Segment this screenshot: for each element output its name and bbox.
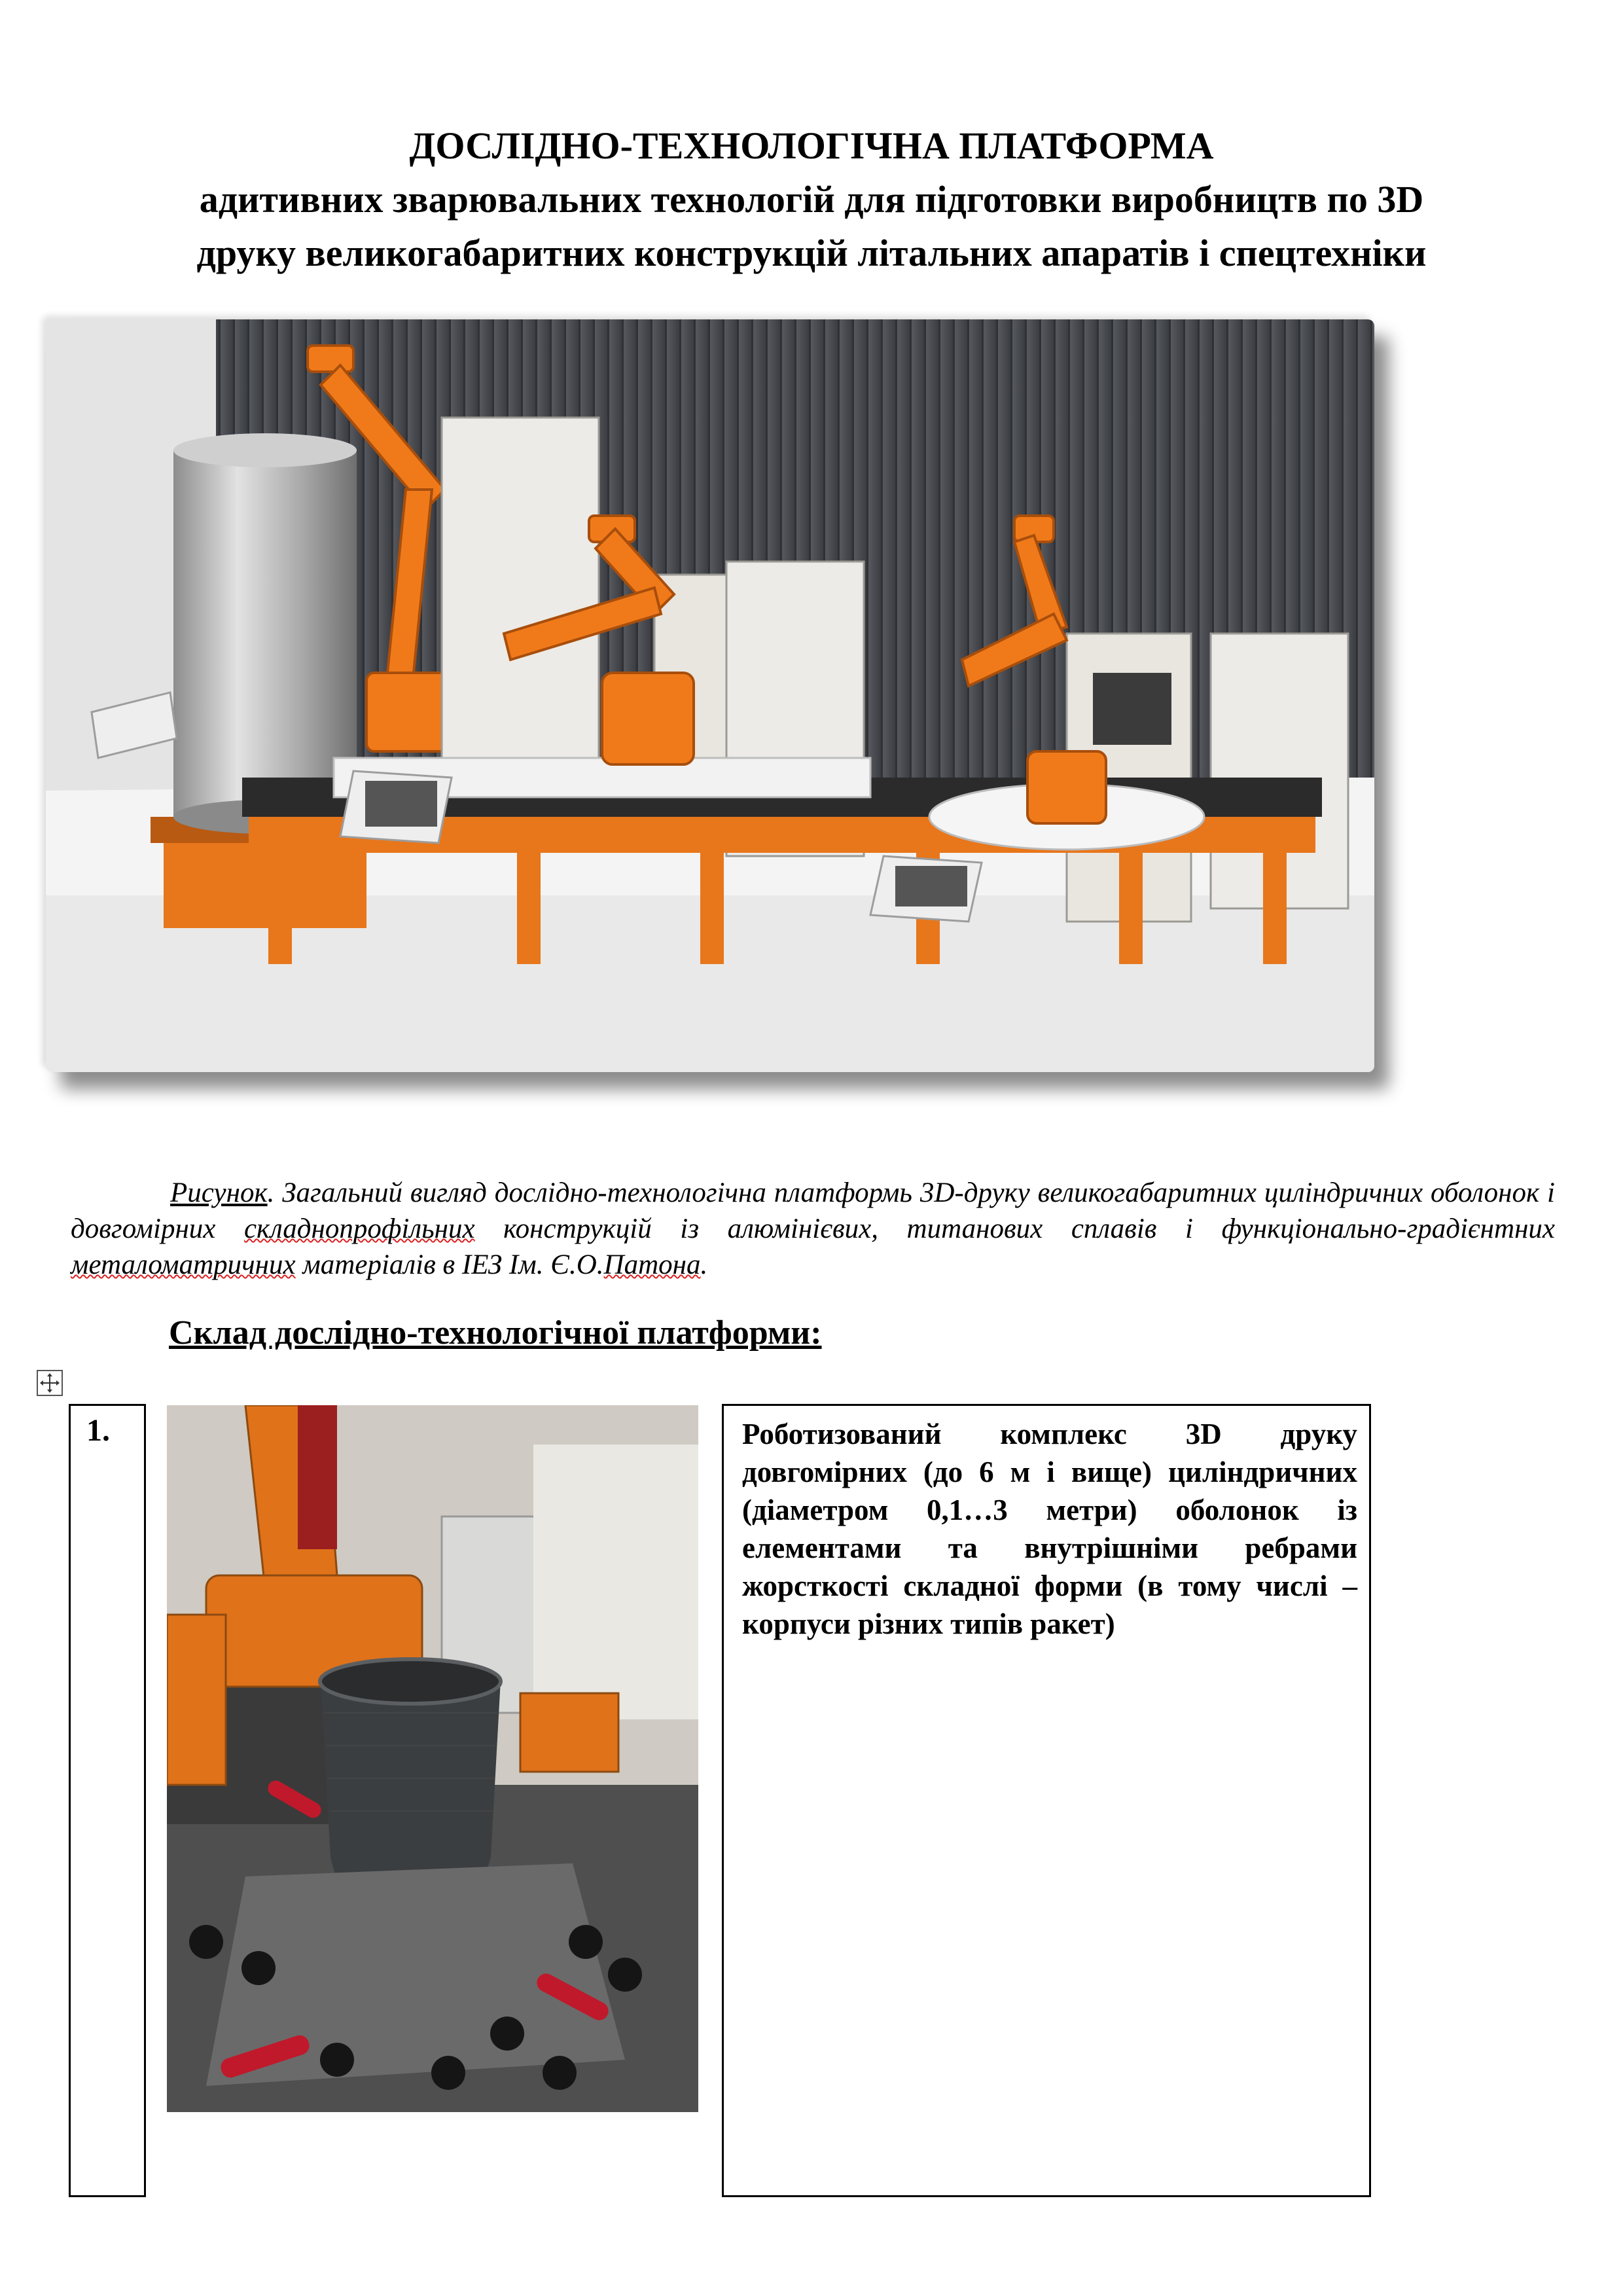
robotic-printing-photo: [167, 1405, 698, 2112]
caption-squiggle-2: металоматричних: [71, 1249, 296, 1280]
section-heading: Склад дослідно-технологічної платформи:: [169, 1314, 822, 1352]
caption-squiggle-3: Патона: [603, 1249, 701, 1280]
title-line-2: адитивних зварювальних технологій для підготовки виробництв по 3D: [199, 178, 1424, 221]
caption-squiggle-1: складнопрофільних: [243, 1213, 475, 1244]
caption-text-2: конструкцій із алюмінієвих, титанових сплавів і функціонально-градієнтних: [474, 1213, 1555, 1244]
components-table: [69, 1404, 1371, 2197]
caption-text-1: . Загальний вигляд дослідно-технологічна платформь 3D-друку великогабаритних циліндричних оболонок і довгомірних: [71, 1177, 1555, 1244]
platform-rendering-image: [46, 319, 1374, 1072]
photo-cell: [145, 1405, 723, 2197]
title-line-1: ДОСЛІДНО-ТЕХНОЛОГІЧНА ПЛАТФОРМА: [409, 124, 1214, 167]
caption-label: Рисунок: [170, 1177, 268, 1208]
document-title: [79, 119, 1544, 280]
title-line-3: друку великогабаритних конструкцій літальних апаратів і спецтехніки: [196, 232, 1427, 274]
table-row: [70, 1405, 1370, 2197]
row-number: 1.: [86, 1413, 110, 1448]
row-description-cell: [723, 1405, 1370, 2197]
row-description: Роботизований комплекс 3D друку довгомірних (до 6 м і вище) циліндричних (діаметром 0,1…3 метри) оболонок із елементами та внутрішніми ребрами жорсткості складної форми (в тому числі – корпуси різних типів ракет): [742, 1418, 1357, 1640]
figure-caption: [71, 1175, 1555, 1283]
caption-text-3: матеріалів в ІЕЗ Ім. Є.О.: [295, 1249, 604, 1280]
table-move-handle-icon[interactable]: [37, 1370, 63, 1396]
caption-end: .: [700, 1249, 708, 1280]
row-number-cell: [70, 1405, 145, 2197]
